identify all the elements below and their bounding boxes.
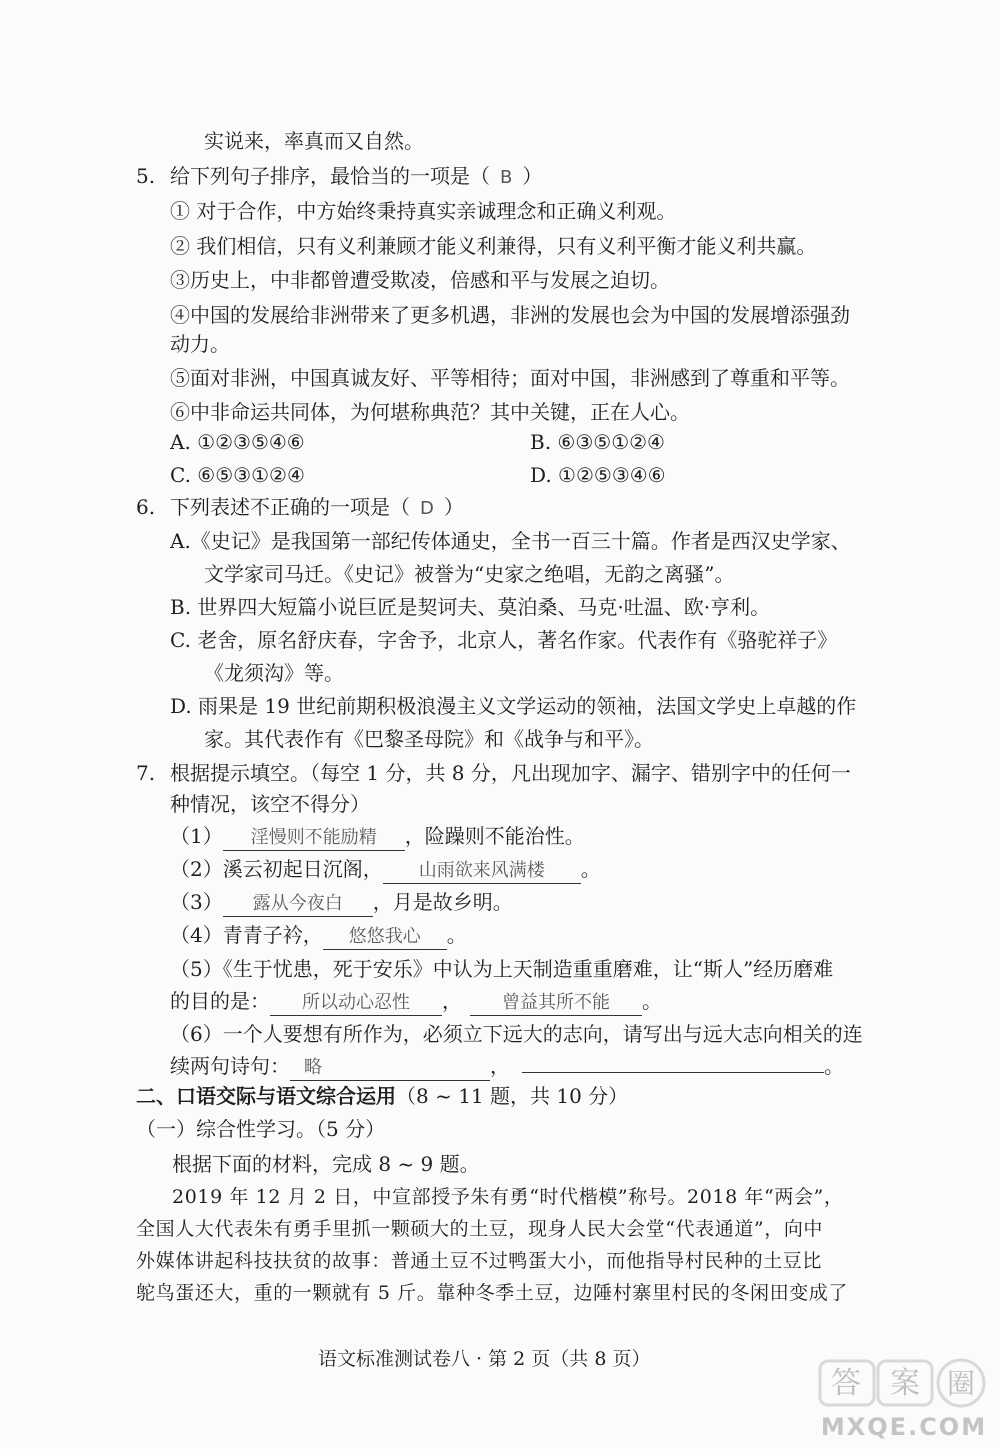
sentence: ② 我们相信，只有义利兼顾才能义利兼得，只有义利平衡才能义利共赢。 [170,234,817,258]
option-d: D. 雨果是 19 世纪前期积极浪漫主义文学运动的领袖，法国文学史上卓越的作 [170,694,857,718]
option-c: C. 老舍，原名舒庆春，字舍予，北京人，著名作家。代表作有《骆驼祥子》 [170,628,838,652]
question-number: 7. [136,761,156,785]
answer-blank: 略 [290,1056,490,1081]
item-text: 。 [642,989,662,1013]
empty-blank [522,1072,824,1073]
stem-close: ） [443,495,464,519]
question-number: 6. [136,495,156,519]
svg-text:MXQE.COM: MXQE.COM [820,1413,988,1441]
answer-blank: 曾益其所不能 [470,991,642,1016]
text-line: 实说来，率真而又自然。 [204,129,424,153]
paragraph-line: 全国人大代表朱有勇手里抓一颗硕大的土豆，现身人民大会堂“代表通道”，向中 [136,1218,824,1240]
item-text: 。 [580,857,601,881]
fill-item-3 [170,888,513,917]
section-note: （8 ~ 11 题，共 10 分） [396,1084,629,1108]
item-text: 续两句诗句： [170,1054,290,1078]
item-text: ，险躁则不能治性。 [404,824,585,848]
option-b: B. ⑥③⑤①②④ [530,430,665,454]
svg-text:圈: 圈 [946,1367,976,1400]
question-stem [170,162,542,192]
option-b: B. 世界四大短篇小说巨匠是契诃夫、莫泊桑、马克·吐温、欧·亨利。 [170,595,771,619]
item-text: （4）青青子衿， [170,923,323,947]
sentence: ① 对于合作，中方始终秉持真实亲诚理念和正确义利观。 [170,199,677,223]
answer-blank: 山雨欲来风满楼 [383,859,581,884]
answer-blank: 所以动心忍性 [270,991,442,1016]
option-c: C. ⑥⑤③①②④ [170,463,305,487]
item-text: 。 [824,1054,844,1078]
answer-text: B [500,167,513,188]
answer-blank: 淫慢则不能励精 [223,826,405,851]
watermark-logo [816,1357,992,1443]
answer-text: D [420,498,434,519]
sentence: ⑥中非命运共同体，为何堪称典范？其中关键，正在人心。 [170,400,690,424]
stem-text: 下列表述不正确的一项是（ [170,495,410,519]
stem-text: 给下列句子排序，最恰当的一项是（ [170,164,490,188]
item-text: ， [442,989,462,1013]
paragraph-line: 鸵鸟蛋还大，重的一颗就有 5 斤。靠种冬季土豆，边陲村寨里村民的冬闲田变成了 [136,1282,848,1304]
section-heading [136,1082,628,1110]
item-text: （2）溪云初起日沉阁， [170,857,383,881]
page-footer: 语文标准测试卷八 · 第 2 页（共 8 页） [318,1348,651,1370]
sentence: ④中国的发展给非洲带来了更多机遇，非洲的发展也会为中国的发展增添强劲 [170,303,850,327]
answer-blank: 悠悠我心 [323,925,447,950]
sentence: ③历史上，中非都曾遭受欺凌，倍感和平与发展之迫切。 [170,268,670,292]
question-number: 5. [136,164,156,188]
option-d-cont: 家。其代表作有《巴黎圣母院》和《战争与和平》。 [204,727,654,751]
fill-item-6-answers [170,1052,844,1081]
subsection-heading: （一）综合性学习。（5 分） [136,1117,386,1141]
paragraph-line: 2019 年 12 月 2 日，中宣部授予朱有勇“时代楷模”称号。2018 年“两会”， [172,1186,844,1208]
item-text: ， [490,1054,510,1078]
paragraph-line: 外媒体讲起科技扶贫的故事：普通土豆不过鸭蛋大小，而他指导村民种的土豆比 [136,1250,823,1272]
question-stem-cont: 种情况，该空不得分） [170,792,370,816]
item-text: 。 [446,923,467,947]
answer-blank: 露从今夜白 [223,892,373,917]
option-a: A. ①②③⑤④⑥ [170,430,305,454]
item-text: ，月是故乡明。 [372,890,513,914]
fill-item-4 [170,921,467,950]
item-label: （1） [170,824,223,848]
sentence: ⑤面对非洲，中国真诚友好、平等相待；面对中国，非洲感到了尊重和平等。 [170,366,850,390]
fill-item-2 [170,855,601,884]
fill-item-5: （5）《生于忧患，死于安乐》中认为上天制造重重磨难，让“斯人”经历磨难 [170,957,834,981]
question-stem: 根据提示填空。（每空 1 分，共 8 分，凡出现加字、漏字、错别字中的任何一 [170,761,851,785]
instruction: 根据下面的材料，完成 8 ~ 9 题。 [172,1152,480,1176]
stem-close: ） [522,164,543,188]
fill-item-6: （6）一个人要想有所作为，必须立下远大的志向，请写出与远大志向相关的连 [170,1022,863,1046]
sentence: 动力。 [170,332,230,356]
fill-item-1 [170,822,585,851]
option-c-cont: 《龙须沟》等。 [204,661,344,685]
svg-text:答: 答 [831,1366,861,1401]
question-stem [170,493,464,523]
fill-item-5-answers [170,987,662,1016]
option-a: A.《史记》是我国第一部纪传体通史，全书一百三十篇。作者是西汉史学家、 [170,529,851,553]
section-title: 二、口语交际与语文综合运用 [136,1084,396,1108]
item-text: 的目的是： [170,989,270,1013]
svg-text:案: 案 [890,1366,920,1401]
item-label: （3） [170,890,223,914]
option-d: D. ①②⑤③④⑥ [530,463,666,487]
option-a-cont: 文学家司马迁。《史记》被誉为“史家之绝唱，无韵之离骚”。 [204,562,735,586]
